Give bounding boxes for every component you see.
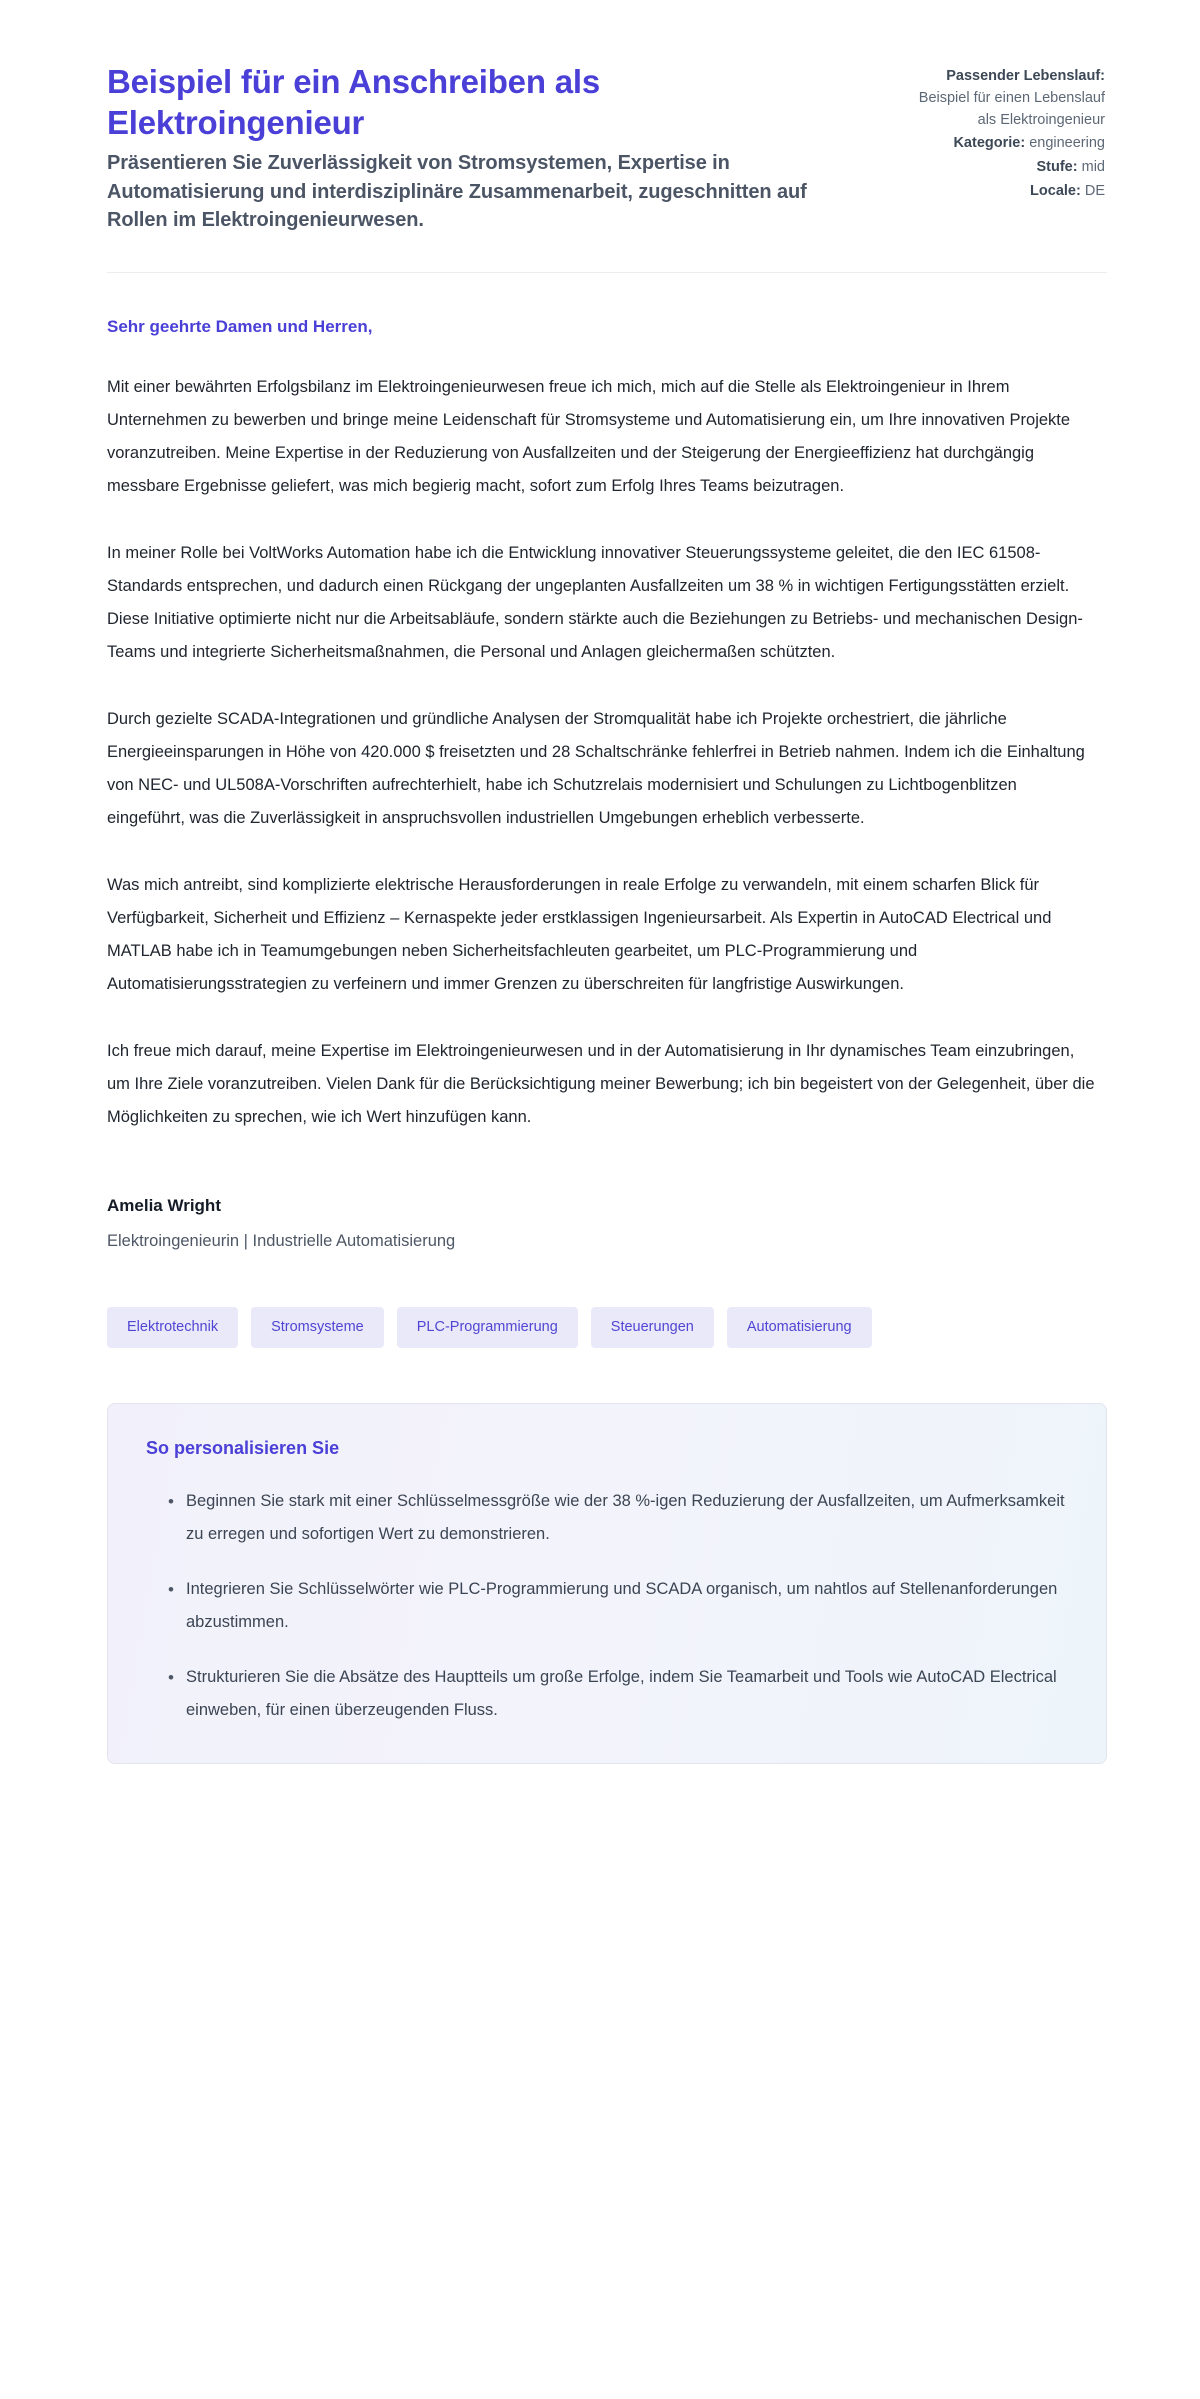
meta-row-level <box>905 157 1105 179</box>
tips-title: So personalisieren Sie <box>146 1437 340 1458</box>
meta-row-category <box>905 133 1105 155</box>
skill-tag[interactable]: Automatisierung <box>727 1307 872 1348</box>
signature-block <box>107 1134 1105 1251</box>
letter-paragraph: Ich freue mich darauf, meine Expertise im Elektroingenieurwesen und in der Automatisierung in Ihr dynamisches Team einzubringen, um Ihre Ziele voranzutreiben. Vielen Dank für die Berücksichtigung meiner Bewerbung; ich bin begeistert von der Gelegenheit, über die Möglichkeiten zu sprechen, wie ich Wert hinzufügen kann. <box>107 1042 1095 1127</box>
signature-role: Elektroingenieurin | Industrielle Automatisierung <box>107 1232 456 1251</box>
tips-list-item: • Strukturieren Sie die Absätze des Hauptteils um große Erfolge, indem Sie Teamarbeit und Tools wie AutoCAD Electrical einweben, für einen überzeugenden Fluss. <box>168 1661 1068 1727</box>
letter-paragraph: Mit einer bewährten Erfolgsbilanz im Elektroingenieurwesen freue ich mich, mich auf die Stelle als Elektroingenieur in Ihrem Unternehmen zu bewerben und bringe meine Leidenschaft für Stromsysteme und Automatisierung ein, um Ihre innovativen Projekte voranzutreiben. Meine Expertise in der Reduzierung von Ausfallzeiten und der Steigerung der Energieeffizienz hat durchgängig messbare Ergebnisse geliefert, was mich begierig macht, sofort zum Erfolg Ihres Teams beizutragen. <box>107 378 1071 496</box>
signature-name: Amelia Wright <box>107 1196 221 1216</box>
letter-body <box>107 273 1107 1134</box>
skill-tag[interactable]: Elektrotechnik <box>107 1307 238 1348</box>
skill-tag[interactable]: Steuerungen <box>591 1307 714 1348</box>
meta-label-locale: Locale: <box>1030 182 1081 199</box>
meta-label-resume: Passender Lebenslauf: <box>946 68 1105 84</box>
letter-paragraphs <box>107 371 1107 1134</box>
letter-paragraph: Was mich antreibt, sind komplizierte elektrische Herausforderungen in reale Erfolge zu verwandeln, mit einem scharfen Blick für Verfügbarkeit, Sicherheit und Effizienz – Kernaspekte jeder erstklassigen Ingenieursarbeit. Als Expertin in AutoCAD Electrical und MATLAB habe ich in Teamumgebungen neben Sicherheitsfachleuten gearbeitet, um PLC-Programmierung und Automatisierungsstrategien zu verfeinern und immer Grenzen zu überschreiten für langfristige Auswirkungen. <box>107 876 1052 994</box>
tips-list-item: • Integrieren Sie Schlüsselwörter wie PLC-Programmierung und SCADA organisch, um nahtlos auf Stellenanforderungen abzustimmen. <box>168 1573 1068 1639</box>
letter-paragraph: Durch gezielte SCADA-Integrationen und gründliche Analysen der Stromqualität habe ich Projekte orchestriert, die jährliche Energieeinsparungen in Höhe von 420.000 $ freisetzten und 28 Schaltschränke fehlerfrei in Betrieb nahmen. Indem ich die Einhaltung von NEC- und UL508A-Vorschriften aufrechterhielt, habe ich Schutzrelais modernisiert und Schulungen zu Lichtbogenblitzen eingeführt, was die Zuverlässigkeit in anspruchsvollen industriellen Umgebungen erheblich verbesserte. <box>107 710 1085 828</box>
salutation: Sehr geehrte Damen und Herren, <box>107 317 373 337</box>
metadata-panel <box>905 62 1105 205</box>
page-subtitle: Präsentieren Sie Zuverlässigkeit von Stromsystemen, Expertise in Automatisierung und interdisziplinäre Zusammenarbeit, zugeschnitten auf Rollen im Elektroingenieurwesen. <box>107 152 807 231</box>
meta-value-locale: DE <box>1084 182 1105 199</box>
tips-list-item: • Beginnen Sie stark mit einer Schlüsselmessgröße wie der 38 %-igen Reduzierung der Ausfallzeiten, um Aufmerksamkeit zu erregen und sofortigen Wert zu demonstrieren. <box>168 1485 1068 1551</box>
page-title: Beispiel für ein Anschreiben als Elektroingenieur <box>107 63 601 141</box>
meta-value-category: engineering <box>1029 135 1105 152</box>
skill-tag[interactable]: Stromsysteme <box>251 1307 384 1348</box>
skill-tag-list <box>107 1251 1105 1348</box>
meta-label-level: Stufe: <box>1036 159 1078 175</box>
meta-row-resume <box>905 66 1105 131</box>
skill-tag[interactable]: PLC-Programmierung <box>397 1307 578 1348</box>
personalization-tips-panel <box>107 1403 1107 1764</box>
meta-label-category: Kategorie: <box>953 135 1026 152</box>
header-text-block <box>107 62 842 234</box>
meta-row-locale <box>905 181 1105 203</box>
page-header <box>107 40 1105 234</box>
meta-value-level: mid <box>1081 159 1105 175</box>
letter-paragraph: In meiner Rolle bei VoltWorks Automation habe ich die Entwicklung innovativer Steuerungssysteme geleitet, die den IEC 61508-Standards entsprechen, und dadurch einen Rückgang der ungeplanten Ausfallzeiten um 38 % in wichtigen Fertigungsstätten erzielt. Diese Initiative optimierte nicht nur die Arbeitsabläufe, sondern stärkte auch die Beziehungen zu Betriebs- und mechanischen Design-Teams und integrierte Sicherheitsmaßnahmen, die Personal und Anlagen gleichermaßen schützten. <box>107 544 1083 662</box>
meta-value-resume: Beispiel für einen Lebenslauf als Elektroingenieur <box>918 89 1105 128</box>
tips-list <box>146 1485 1068 1727</box>
